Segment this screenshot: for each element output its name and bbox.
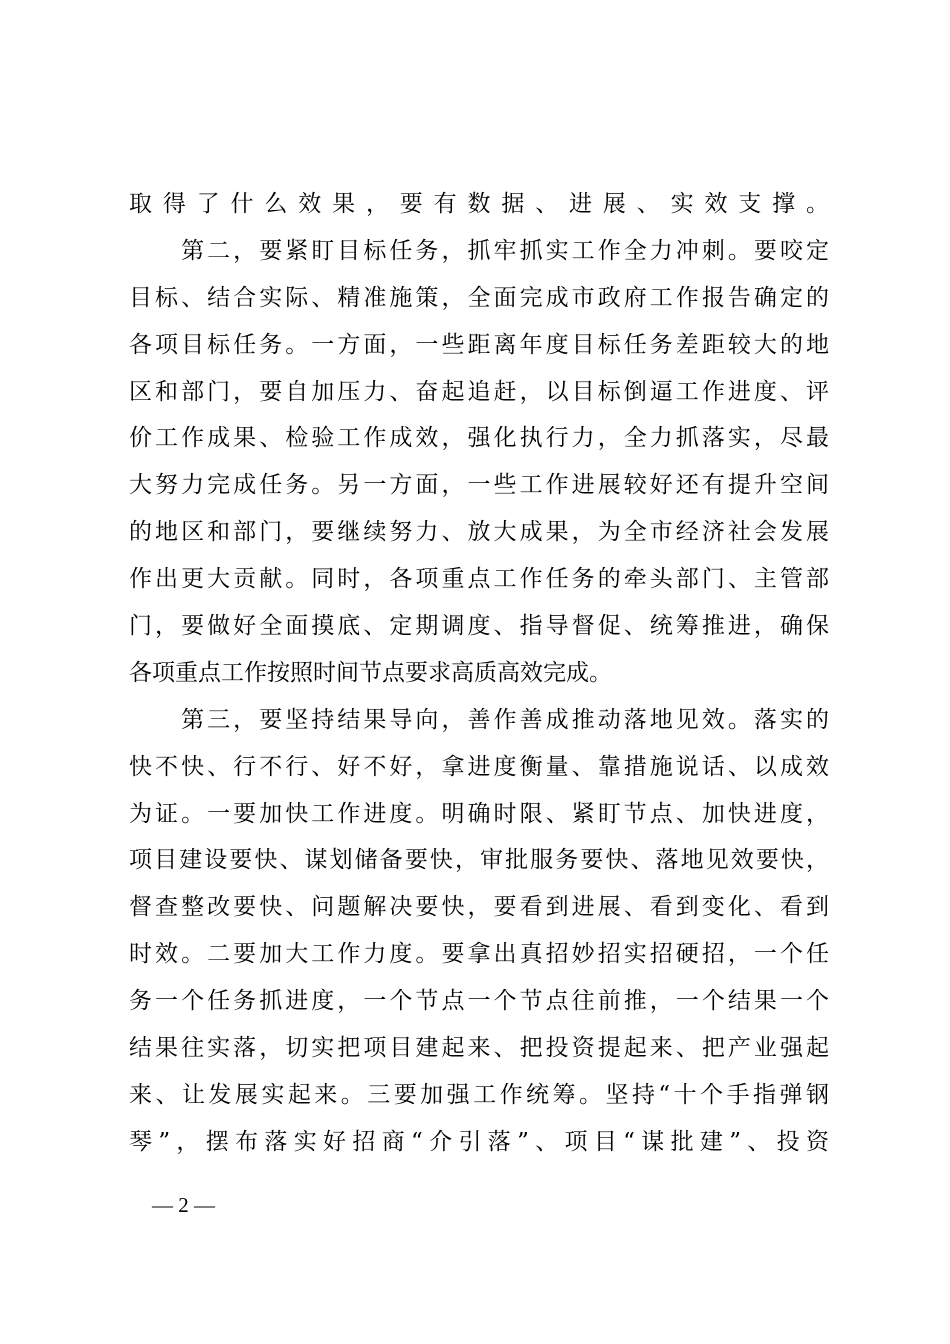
text-line: 各项目标任务。一方面，一些距离年度目标任务差距较大的地 bbox=[129, 331, 829, 358]
text-line: 作出更大贡献。同时，各项重点工作任务的牵头部门、主管部 bbox=[129, 566, 829, 593]
text-line: 督查整改要快、问题解决要快，要看到进展、看到变化、看到 bbox=[129, 894, 829, 921]
text-line: 来、让发展实起来。三要加强工作统筹。坚持“十个手指弹钢 bbox=[129, 1081, 829, 1108]
text-line: 门，要做好全面摸底、定期调度、指导督促、统筹推进，确保 bbox=[129, 613, 829, 640]
text-line: 各项重点工作按照时间节点要求高质高效完成。 bbox=[129, 659, 612, 686]
text-line: 第二，要紧盯目标任务，抓牢抓实工作全力冲刺。要咬定 bbox=[129, 237, 829, 264]
text-line: 目标、结合实际、精准施策，全面完成市政府工作报告确定的 bbox=[129, 284, 829, 311]
text-line: 项目建设要快、谋划储备要快，审批服务要快、落地见效要快， bbox=[129, 847, 829, 874]
text-line: 结果往实落，切实把项目建起来、把投资提起来、把产业强起 bbox=[129, 1035, 829, 1062]
body-text bbox=[129, 181, 829, 1166]
text-line: 大努力完成任务。另一方面，一些工作进展较好还有提升空间 bbox=[129, 472, 829, 499]
text-line: 价工作成果、检验工作成效，强化执行力，全力抓落实，尽最 bbox=[129, 425, 829, 452]
text-line: 琴”，摆布落实好招商“介引落”、项目“谋批建”、投资 bbox=[129, 1128, 829, 1155]
text-line: 时效。二要加大工作力度。要拿出真招妙招实招硬招，一个任 bbox=[129, 941, 829, 968]
text-line: 的地区和部门，要继续努力、放大成果，为全市经济社会发展 bbox=[129, 519, 829, 546]
text-line: 区和部门，要自加压力、奋起追赶，以目标倒逼工作进度、评 bbox=[129, 378, 829, 405]
text-line: 为证。一要加快工作进度。明确时限、紧盯节点、加快进度， bbox=[129, 800, 829, 827]
text-line: 快不快、行不行、好不好，拿进度衡量、靠措施说话、以成效 bbox=[129, 753, 829, 780]
page-number: — 2 — bbox=[152, 1193, 215, 1217]
text-line: 务一个任务抓进度，一个节点一个节点往前推，一个结果一个 bbox=[129, 988, 829, 1015]
text-line: 取得了什么效果，要有数据、进展、实效支撑。 bbox=[129, 191, 829, 217]
text-line: 第三，要坚持结果导向，善作善成推动落地见效。落实的 bbox=[129, 706, 829, 733]
